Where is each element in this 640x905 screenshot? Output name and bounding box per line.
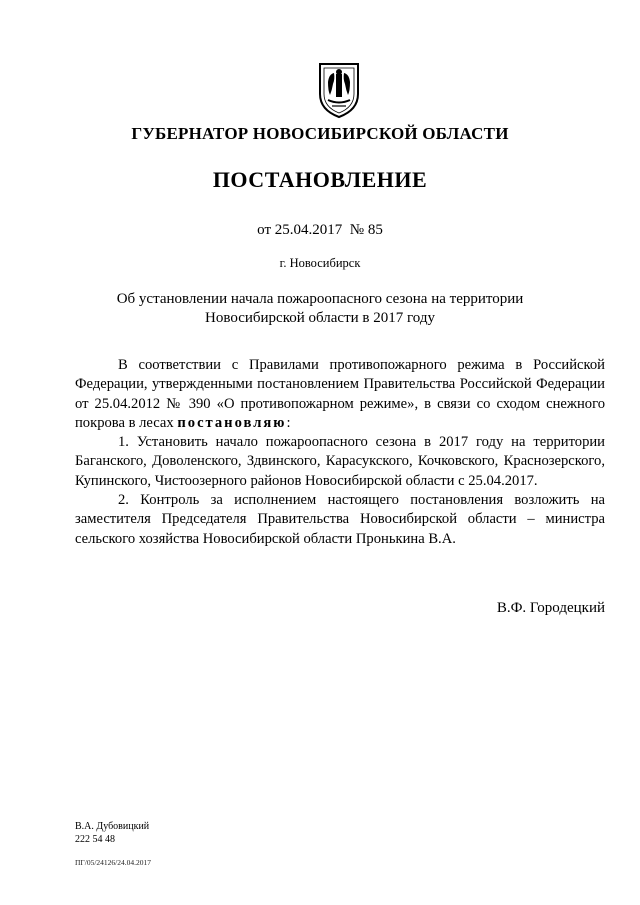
- signature: В.Ф. Городецкий: [496, 600, 605, 616]
- contact-name: В.А. Дубовицкий: [75, 821, 150, 832]
- contact-phone: 222 54 48: [75, 834, 115, 845]
- paragraph-item-2: 2. Контроль за исполнением настоящего постановления возложить на заместителя Председателя Правительства Новосибирской области – министра сельского хозяйства Новосибирской области Пронькина В.А.: [75, 492, 605, 547]
- document-body: [75, 356, 605, 549]
- issuing-authority: ГУБЕРНАТОР НОВОСИБИРСКОЙ ОБЛАСТИ: [131, 124, 509, 143]
- coat-of-arms-icon: [314, 58, 364, 120]
- document-subject: [0, 290, 640, 328]
- paragraph-preamble: [75, 356, 605, 433]
- subject-line-1: Об установлении начала пожароопасного сезона на территории: [116, 291, 524, 307]
- document-type: ПОСТАНОВЛЕНИЕ: [212, 167, 428, 192]
- preamble-colon: :: [286, 414, 291, 431]
- paragraph-item-1: 1. Установить начало пожароопасного сезона в 2017 году на территории Баганского, Доволенского, Здвинского, Карасукского, Кочковского, Краснозерского, Купинского, Чистоозерного районов Новосибирской области с 25.04.2017.: [75, 434, 605, 489]
- registry-number: ПГ/05/24126/24.04.2017: [75, 858, 152, 867]
- document-city: г. Новосибирск: [279, 256, 361, 270]
- decree-keyword: постановляю: [177, 414, 287, 431]
- preamble-text: В соответствии с Правилами противопожарного режима в Российской Федерации, утвержденными постановлением Правительства Российской Федерации от 25.04.2012 № 390 «О противопожарном режиме», в связи со сходом снежного покрова в лесах: [75, 357, 605, 431]
- contact-block: [75, 820, 149, 846]
- document-date-number: от 25.04.2017 № 85: [257, 222, 383, 238]
- subject-line-2: Новосибирской области в 2017 году: [205, 310, 435, 326]
